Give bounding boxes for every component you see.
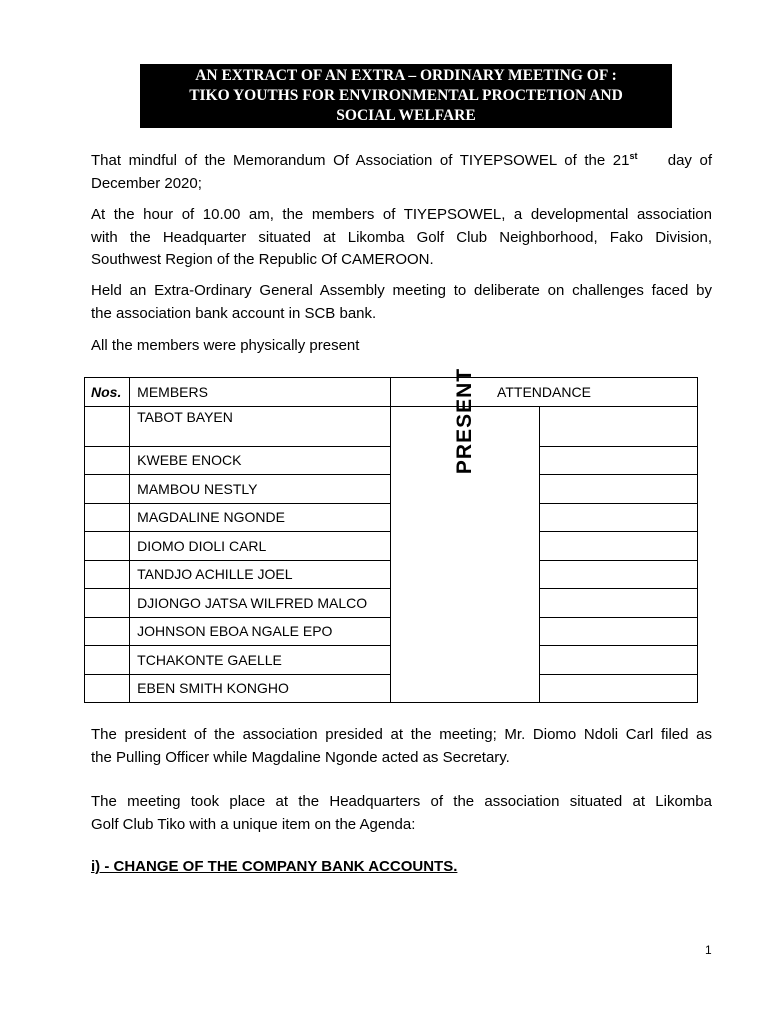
row-number-cell (85, 532, 130, 561)
page-number: 1 (705, 943, 712, 957)
title-line-3: SOCIAL WELFARE (336, 107, 476, 124)
member-name: TABOT BAYEN (130, 406, 391, 446)
paragraph-assembly-line-1: Held an Extra-Ordinary General Assembly meeting to deliberate on challenges faced by (91, 282, 712, 299)
title-line-2: TIKO YOUTHS FOR ENVIRONMENTAL PROCTETION AND (189, 87, 623, 104)
paragraph-meeting-time-line-3: Southwest Region of the Republic Of CAMEROON. (91, 251, 434, 268)
row-number-cell (85, 560, 130, 589)
paragraph-meeting-time (91, 204, 712, 272)
attendance-check-cell (539, 674, 697, 703)
row-number-cell (85, 406, 130, 446)
row-number-cell (85, 589, 130, 618)
attendance-check-cell (539, 617, 697, 646)
paragraph-meeting-place (91, 791, 712, 836)
row-number-cell (85, 475, 130, 504)
attendance-check-cell (539, 503, 697, 532)
member-name: JOHNSON EBOA NGALE EPO (130, 617, 391, 646)
paragraph-meeting-time-line-1: At the hour of 10.00 am, the members of TIYEPSOWEL, a developmental association (91, 206, 712, 223)
agenda-item: i) - CHANGE OF THE COMPANY BANK ACCOUNTS. (91, 858, 458, 875)
document-title (140, 64, 672, 128)
attendance-check-cell (539, 446, 697, 475)
row-number-cell (85, 446, 130, 475)
paragraph-memorandum-line-1 (91, 150, 712, 173)
header-attendance: ATTENDANCE (390, 378, 697, 407)
member-name: EBEN SMITH KONGHO (130, 674, 391, 703)
member-name: MAGDALINE NGONDE (130, 503, 391, 532)
row-number-cell (85, 646, 130, 675)
row-number-cell (85, 674, 130, 703)
member-name: KWEBE ENOCK (130, 446, 391, 475)
attendance-check-cell (539, 560, 697, 589)
table-row (85, 406, 698, 446)
title-line-1: AN EXTRACT OF AN EXTRA – ORDINARY MEETING OF : (195, 67, 617, 84)
paragraph-president-line-2: the Pulling Officer while Magdaline Ngonde acted as Secretary. (91, 748, 510, 766)
memorandum-text-end: day of (667, 152, 712, 169)
paragraph-president (91, 724, 712, 769)
memorandum-text: That mindful of the Memorandum Of Association of TIYEPSOWEL of the 21 (91, 152, 630, 169)
attendance-check-cell (539, 646, 697, 675)
attendance-check-cell (539, 475, 697, 504)
attendance-present-cell (390, 367, 539, 703)
paragraph-assembly-line-2: the association bank account in SCB bank. (91, 304, 377, 322)
paragraph-president-line-1: The president of the association presided at the meeting; Mr. Diomo Ndoli Carl filed as (91, 726, 712, 743)
paragraph-memorandum (91, 150, 712, 195)
present-label: PRESENT (452, 367, 476, 474)
header-members: MEMBERS (130, 378, 391, 407)
paragraph-assembly (91, 280, 712, 325)
paragraph-meeting-place-line-1: The meeting took place at the Headquarters of the association situated at Likomba (91, 793, 712, 810)
members-attendance-table (84, 367, 698, 703)
paragraph-present (91, 335, 712, 358)
table-header-row (85, 378, 698, 407)
attendance-check-cell (539, 589, 697, 618)
attendance-check-cell (539, 406, 697, 446)
paragraph-present-line: All the members were physically present (91, 337, 360, 354)
member-name: TCHAKONTE GAELLE (130, 646, 391, 675)
ordinal-suffix: st (629, 151, 638, 161)
member-name: MAMBOU NESTLY (130, 475, 391, 504)
attendance-check-cell (539, 532, 697, 561)
row-number-cell (85, 503, 130, 532)
member-name: DJIONGO JATSA WILFRED MALCO (130, 589, 391, 618)
header-nos: Nos. (85, 378, 130, 407)
paragraph-meeting-place-line-2: Golf Club Tiko with a unique item on the Agenda: (91, 815, 416, 833)
member-name: DIOMO DIOLI CARL (130, 532, 391, 561)
member-name: TANDJO ACHILLE JOEL (130, 560, 391, 589)
row-number-cell (85, 617, 130, 646)
paragraph-meeting-time-line-2: with the Headquarter situated at Likomba Golf Club Neighborhood, Fako Division, (91, 228, 712, 246)
paragraph-memorandum-line-2: December 2020; (91, 174, 202, 192)
